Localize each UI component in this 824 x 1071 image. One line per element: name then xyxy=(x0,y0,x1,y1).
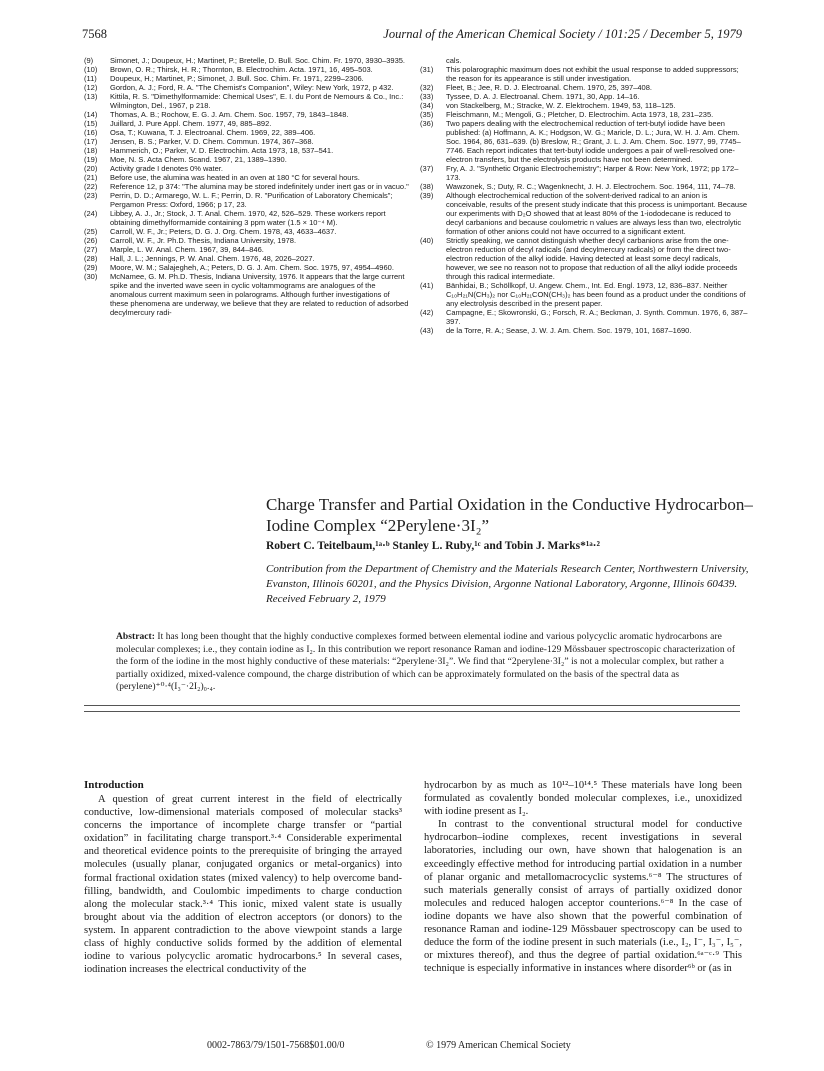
body-text-right xyxy=(424,779,742,975)
reference-item: (43) de la Torre, R. A.; Sease, J. W. J. Am. Chem. Soc. 1979, 101, 1687–1690. xyxy=(420,326,692,335)
article-affiliation: Contribution from the Department of Chemistry and the Materials Research Center, Northwestern University, Evanston, Illinois 60201, and the Physics Division, Argonne National Laboratory, Argonne, Illinois 60439. Received February 2, 1979 xyxy=(266,563,749,605)
reference-item: (14) Thomas, A. B.; Rochow, E. G. J. Am. Chem. Soc. 1957, 79, 1843–1848. xyxy=(84,110,349,119)
reference-item: (18) Hammerich, O.; Parker, V. D. Electrochim. Acta 1973, 18, 537–541. xyxy=(84,146,334,155)
reference-item: (26) Carroll, W. F., Jr. Ph.D. Thesis, Indiana University, 1978. xyxy=(84,236,297,245)
abstract-label: Abstract: xyxy=(116,632,155,642)
reference-item: (35) Fleischmann, M.; Mengoli, G.; Pletcher, D. Electrochim. Acta 1973, 18, 231–235. xyxy=(420,110,714,119)
page-number: 7568 xyxy=(82,27,107,41)
reference-item: (34) von Stackelberg, M.; Stracke, W. Z. Elektrochem. 1949, 53, 118–125. xyxy=(420,101,676,110)
reference-item: (41) Bänhidai, B.; Schöllkopf, U. Angew. Chem., Int. Ed. Engl. 1973, 12, 836–837. Neither C₁₀H₂₁N(CH₃)₂ nor C₁₀H₂₁CON(CH₃)₂ has been found as a product under the conditions of any electrolysis described in the present paper. xyxy=(420,281,746,308)
section-heading: Introduction xyxy=(84,779,144,791)
reference-item: (32) Fleet, B.; Jee, R. D. J. Electroanal. Chem. 1970, 25, 397–408. xyxy=(420,83,652,92)
reference-item: (29) Moore, W. M.; Salajegheh, A.; Peters, D. G. J. Am. Chem. Soc. 1975, 97, 4954–4960. xyxy=(84,263,394,272)
reference-item: (37) Fry, A. J. "Synthetic Organic Electrochemistry"; Harper & Row: New York, 1972; pp 172–173. xyxy=(420,164,739,182)
reference-item: (33) Tyssee, D. A. J. Electroanal. Chem. 1971, 30, App. 14–16. xyxy=(420,92,640,101)
reference-item: (30) McNamee, G. M. Ph.D. Thesis, Indiana University, 1976. It appears that the large current spike and the inverted wave seen in cyclic voltammograms are analogues of the anomalous current maximum seen in polarograms. Although further investigations of these phenomena are underway, we believe that they are related to reduction of adsorbed decylmercury radi- xyxy=(84,272,409,317)
reference-item: (12) Gordon, A. J.; Ford, R. A. "The Chemist's Companion", Wiley: New York, 1972, p 432. xyxy=(84,83,394,92)
reference-item: (42) Campagne, E.; Skowronski, G.; Forsch, R. A.; Beckman, J. Synth. Commun. 1976, 6, 387–397. xyxy=(420,308,748,326)
divider xyxy=(84,711,740,712)
reference-item: (23) Perrin, D. D.; Armarego, W. L. F.; Perrin, D. R. "Purification of Laboratory Chemicals"; Pergamon Press: Oxford, 1966; p 17, 23. xyxy=(84,191,393,209)
reference-item: (17) Jensen, B. S.; Parker, V. D. Chem. Commun. 1974, 367–368. xyxy=(84,137,314,146)
abstract xyxy=(116,631,736,694)
reference-item: (39) Although electrochemical reduction of the solvent-derived radical to an anion is conceivable, results of the present study indicate that this process is unimportant. Because our experiments with D₂O showed that at least 80% of the 1-iododecane is reduced to decyl carbanions and because coulometric n values are always less than two, electrolytic formation of other anions could not have occurred to a significant extent. xyxy=(420,191,747,236)
article-authors: Robert C. Teitelbaum,¹ᵃ·ᵇ Stanley L. Ruby,¹ᶜ and Tobin J. Marks*¹ᵃ·² xyxy=(266,540,600,552)
reference-item: (24) Libbey, A. J., Jr.; Stock, J. T. Anal. Chem. 1970, 42, 526–529. These workers report obtaining dimethylformamide containing 3 ppm water (1.5 × 10⁻⁴ M). xyxy=(84,209,386,227)
references-right-column xyxy=(420,56,750,335)
reference-item: (25) Carroll, W. F., Jr.; Peters, D. G. J. Org. Chem. 1978, 43, 4633–4637. xyxy=(84,227,337,236)
reference-item: cals. xyxy=(446,56,462,65)
journal-running-head: Journal of the American Chemical Society / 101:25 / December 5, 1979 xyxy=(383,27,742,41)
paragraph: hydrocarbon by as much as 10¹²–10¹⁴.⁵ These materials have long been formulated as covalently bonded molecular complexes, i.e., unoxidized with iodine present as I₂. xyxy=(424,780,742,818)
copyright: © 1979 American Chemical Society xyxy=(426,1040,571,1051)
reference-item: (36) Two papers dealing with the electrochemical reduction of tert-butyl iodide have been published: (a) Hoffmann, A. K.; Hodgson, W. G.; Maricle, D. L.; Jura, W. H. J. Am. Chem. Soc. 1964, 86, 631–639. (b) Breslow, R.; Grant, J. L. J. Am. Chem. Soc. 1977, 99, 7745–7746. Each report indicates that tert-butyl iodide undergoes a pair of well-resolved one-electron transfers, but the electrolysis products have not been determined. xyxy=(420,119,741,164)
reference-item: (19) Moe, N. S. Acta Chem. Scand. 1967, 21, 1389–1390. xyxy=(84,155,287,164)
divider xyxy=(84,705,740,706)
reference-item: (40) Strictly speaking, we cannot distinguish whether decyl carbanions arise from the one-electron reduction of decyl radicals (and decylmercury radicals) or from the direct two-electron reduction of the alkyl iodide. Having detected at least some decyl radicals, however, we see no reason not to propose that reduction of all the alkyl iodide proceeds through this radical intermediate. xyxy=(420,236,738,281)
references-left-column xyxy=(84,56,410,317)
reference-item: (16) Osa, T.; Kuwana, T. J. Electroanal. Chem. 1969, 22, 389–406. xyxy=(84,128,316,137)
reference-item: (10) Brown, O. R.; Thirsk, H. R.; Thornton, B. Electrochim. Acta. 1971, 16, 495–503. xyxy=(84,65,373,74)
reference-item: (27) Marple, L. W. Anal. Chem. 1967, 39, 844–846. xyxy=(84,245,264,254)
reference-item: (28) Hall, J. L.; Jennings, P. W. Anal. Chem. 1976, 48, 2026–2027. xyxy=(84,254,315,263)
reference-item: (9) Simonet, J.; Doupeux, H.; Martinet, P.; Bretelle, D. Bull. Soc. Chim. Fr. 1970, 3930–3935. xyxy=(84,56,406,65)
reference-item: (11) Doupeux, H.; Martinet, P.; Simonet, J. Bull. Soc. Chim. Fr. 1971, 2299–2306. xyxy=(84,74,364,83)
article-code: 0002-7863/79/1501-7568$01.00/0 xyxy=(207,1040,345,1051)
page-header xyxy=(82,27,742,43)
article-title: Charge Transfer and Partial Oxidation in the Conductive Hydrocarbon–Iodine Complex “2Perylene·3I₂” xyxy=(266,495,753,535)
reference-item: (21) Before use, the alumina was heated in an oven at 180 °C for several hours. xyxy=(84,173,360,182)
reference-item: (31) This polarographic maximum does not exhibit the usual response to added suppressors; the reason for its appearance is still under investigation. xyxy=(420,65,739,83)
paragraph: In contrast to the conventional structural model for conductive hydrocarbon–iodine complexes, recent investigations in several laboratories, including our own, have shown that halogenation is an exceedingly effective method for introducing partial oxidation in a number of planar organic and metallomacrocyclic systems.⁶⁻⁸ The structures of such materials generally consist of arrays of partially oxidized donor molecules and reduced halogen acceptor counterions.⁶⁻⁸ In the case of iodine dopants we have also shown that the powerful combination of resonance Raman and iodine-129 Mössbauer spectroscopy can be used to deduce the form of the iodine present in such materials (i.e., I₂, I⁻, I₃⁻, I₅⁻, or mixtures thereof), and thus the degree of partial oxidation.⁶ᵃ⁻ᶜ·⁹ This technique is especially informative in instances where disorder⁶ᵇ or (as in xyxy=(424,819,742,975)
reference-item: (38) Wawzonek, S.; Duty, R. C.; Wagenknecht, J. H. J. Electrochem. Soc. 1964, 111, 74–78. xyxy=(420,182,736,191)
reference-item: (22) Reference 12, p 374: "The alumina may be stored indefinitely under inert gas or in vacuo." xyxy=(84,182,409,191)
reference-item: (20) Activity grade I denotes 0% water. xyxy=(84,164,223,173)
abstract-text: It has long been thought that the highly conductive complexes formed between elemental iodine and various polycyclic aromatic hydrocarbons are molecular complexes; i.e., they contain iodine as I₂. In this contribution we report resonance Raman and iodine-129 Mössbauer spectroscopic characterization of the form of the iodine in the most highly conductive of these materials: “2perylene·3I₂”. We find that “2perylene·3I₂” is not a molecular complex, but rather a partially oxidized, mixed-valence compound, the charge distribution of which can be approximately formulated on the basis of the spectral data as (perylene)⁺⁰·⁴(I₃⁻·2I₂)₀.₄. xyxy=(116,632,736,692)
reference-item: (15) Juillard, J. Pure Appl. Chem. 1977, 49, 885–892. xyxy=(84,119,272,128)
reference-item: (13) Kittila, R. S. "Dimethylformamide: Chemical Uses", E. I. du Pont de Nemours & Co., Inc.: Wilmington, Del., 1967, p 218. xyxy=(84,92,404,110)
body-text-left: A question of great current interest in the field of electrically conductive, low-dimensional materials composed of molecular stacks³ concerns the importance of incomplete charge transfer or “partial oxidation” in facilitating charge transport.³·⁴ Considerable experimental and theoretical evidence points to the prerequisite of bringing the arrayed molecules (usually planar, conjugated organics or metal-organics) into formal fractional oxidation states (mixed valency) to help overcome band-filling, bandwidth, and Coulombic impediments to charge conduction along the molecular stack.³·⁴ This ionic, mixed valent state is usually brought about via the addition of electron acceptors (or donors) to the system. In apparent contradiction to the above viewpoint stands a large class of highly conductive solids formed by the addition of elemental iodine to various polycyclic aromatic hydrocarbons.⁵ In several cases, iodination increases the electrical conductivity of the xyxy=(84,794,402,976)
